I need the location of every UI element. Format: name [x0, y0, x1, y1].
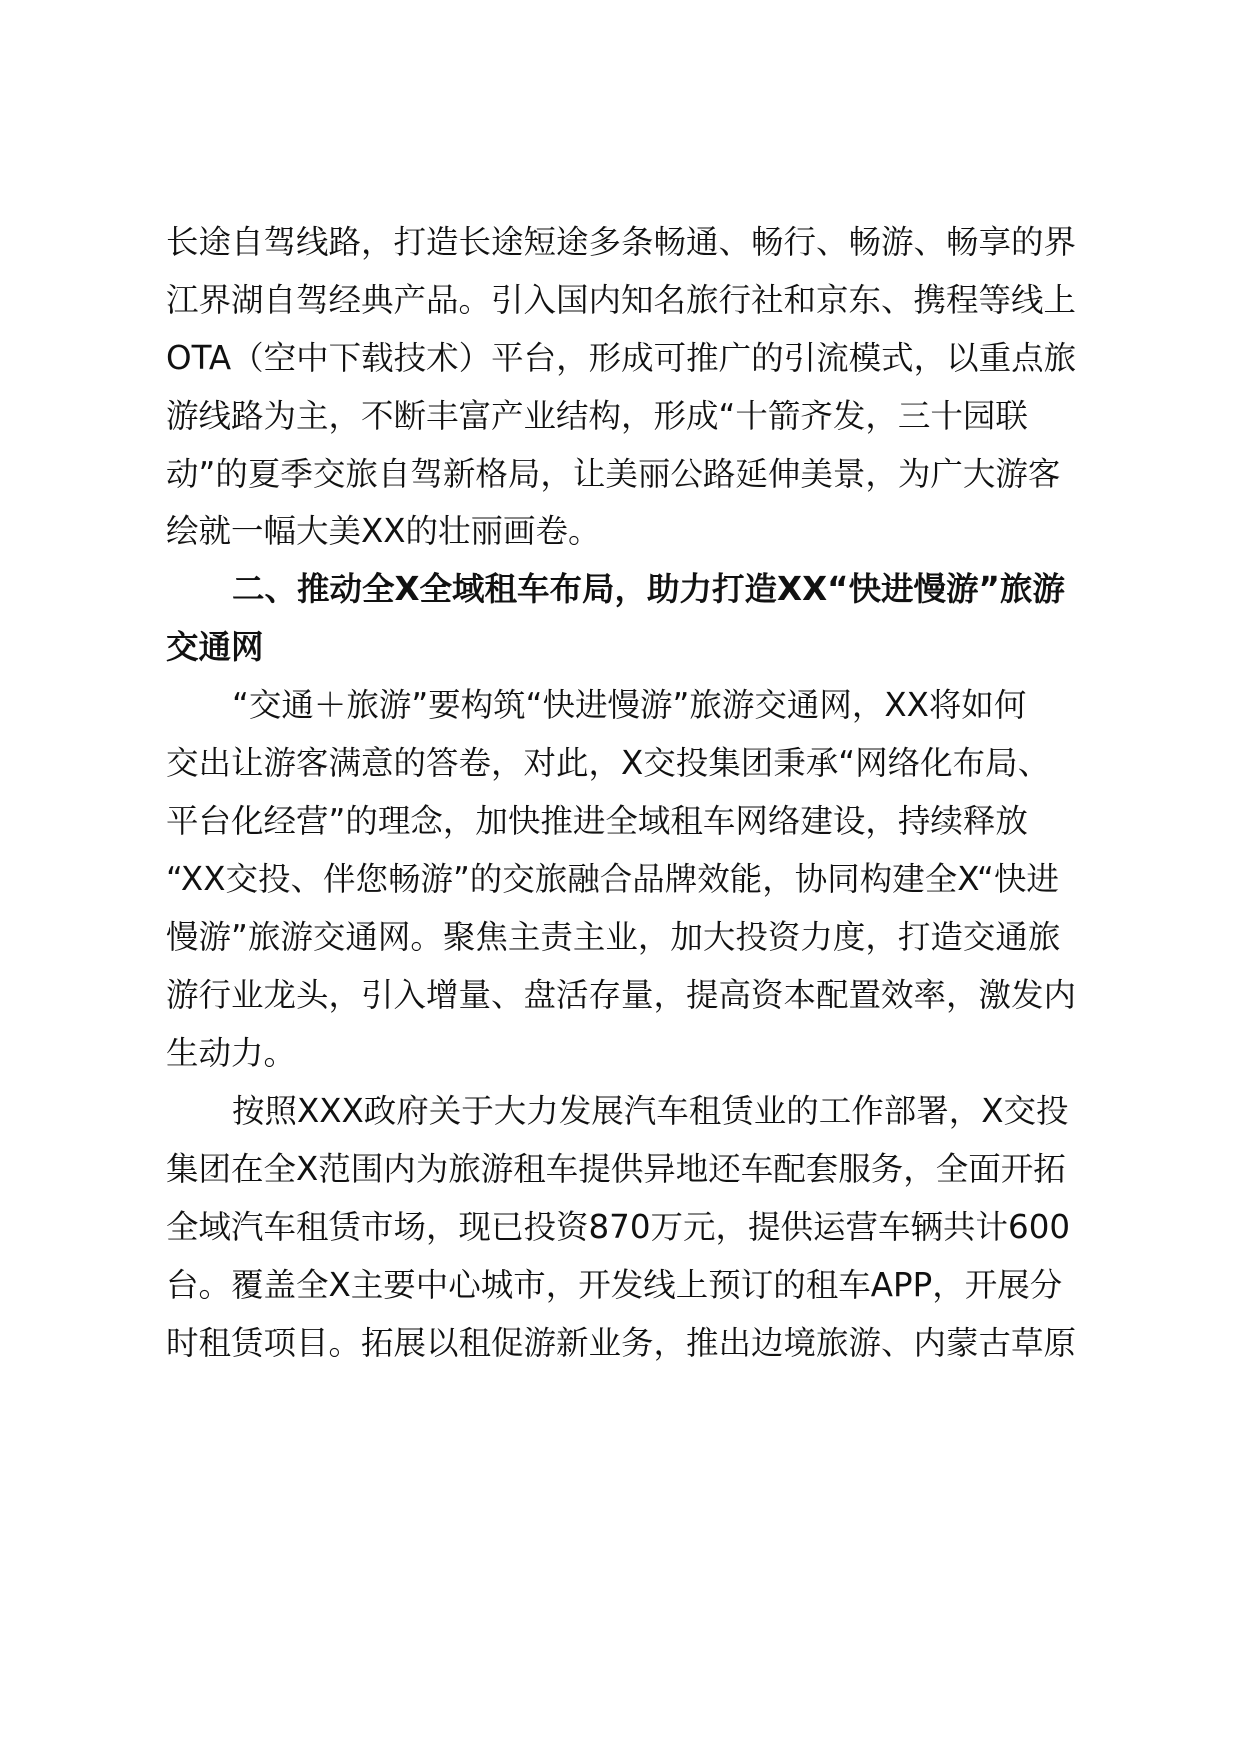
paragraph-1-line-3: OTA（空中下载技术）平台，形成可推广的引流模式，以重点旅: [166, 339, 1077, 377]
section-heading-line-2: 交通网: [166, 628, 264, 666]
paragraph-3-line-3: 全域汽车租赁市场，现已投资870万元，提供运营车辆共计600: [166, 1208, 1071, 1246]
paragraph-2-line-7: 生动力。: [166, 1034, 297, 1072]
paragraph-2-line-5: 慢游”旅游交通网。聚焦主责主业，加大投资力度，打造交通旅: [166, 918, 1061, 956]
section-heading-line-1: 二、推动全X全域租车布局，助力打造XX“快进慢游”旅游: [232, 570, 1065, 608]
paragraph-2-line-3: 平台化经营”的理念，加快推进全域租车网络建设，持续释放: [166, 802, 1028, 840]
paragraph-1-line-1: 长途自驾线路，打造长途短途多条畅通、畅行、畅游、畅享的界: [166, 223, 1077, 261]
paragraph-2-line-4: “XX交投、伴您畅游”的交旅融合品牌效能，协同构建全X“快进: [166, 860, 1059, 898]
paragraph-2-line-1: “交通＋旅游”要构筑“快进慢游”旅游交通网，XX将如何: [232, 686, 1027, 724]
paragraph-2-line-6: 游行业龙头，引入增量、盘活存量，提高资本配置效率，激发内: [166, 976, 1077, 1014]
paragraph-1-line-5: 动”的夏季交旅自驾新格局，让美丽公路延伸美景，为广大游客: [166, 455, 1061, 493]
paragraph-3-line-5: 时租赁项目。拓展以租促游新业务，推出边境旅游、内蒙古草原: [166, 1324, 1077, 1362]
paragraph-1-line-2: 江界湖自驾经典产品。引入国内知名旅行社和京东、携程等线上: [166, 281, 1077, 319]
paragraph-3-line-1: 按照XXX政府关于大力发展汽车租赁业的工作部署，X交投: [232, 1092, 1069, 1130]
paragraph-1-line-4: 游线路为主，不断丰富产业结构，形成“十箭齐发，三十园联: [166, 397, 1028, 435]
paragraph-3-line-4: 台。覆盖全X主要中心城市，开发线上预订的租车APP，开展分: [166, 1266, 1063, 1304]
paragraph-1-line-6: 绘就一幅大美XX的壮丽画卷。: [166, 512, 601, 550]
paragraph-3-line-2: 集团在全X范围内为旅游租车提供异地还车配套服务，全面开拓: [166, 1150, 1066, 1188]
paragraph-2-line-2: 交出让游客满意的答卷，对此，X交投集团秉承“网络化布局、: [166, 744, 1051, 782]
